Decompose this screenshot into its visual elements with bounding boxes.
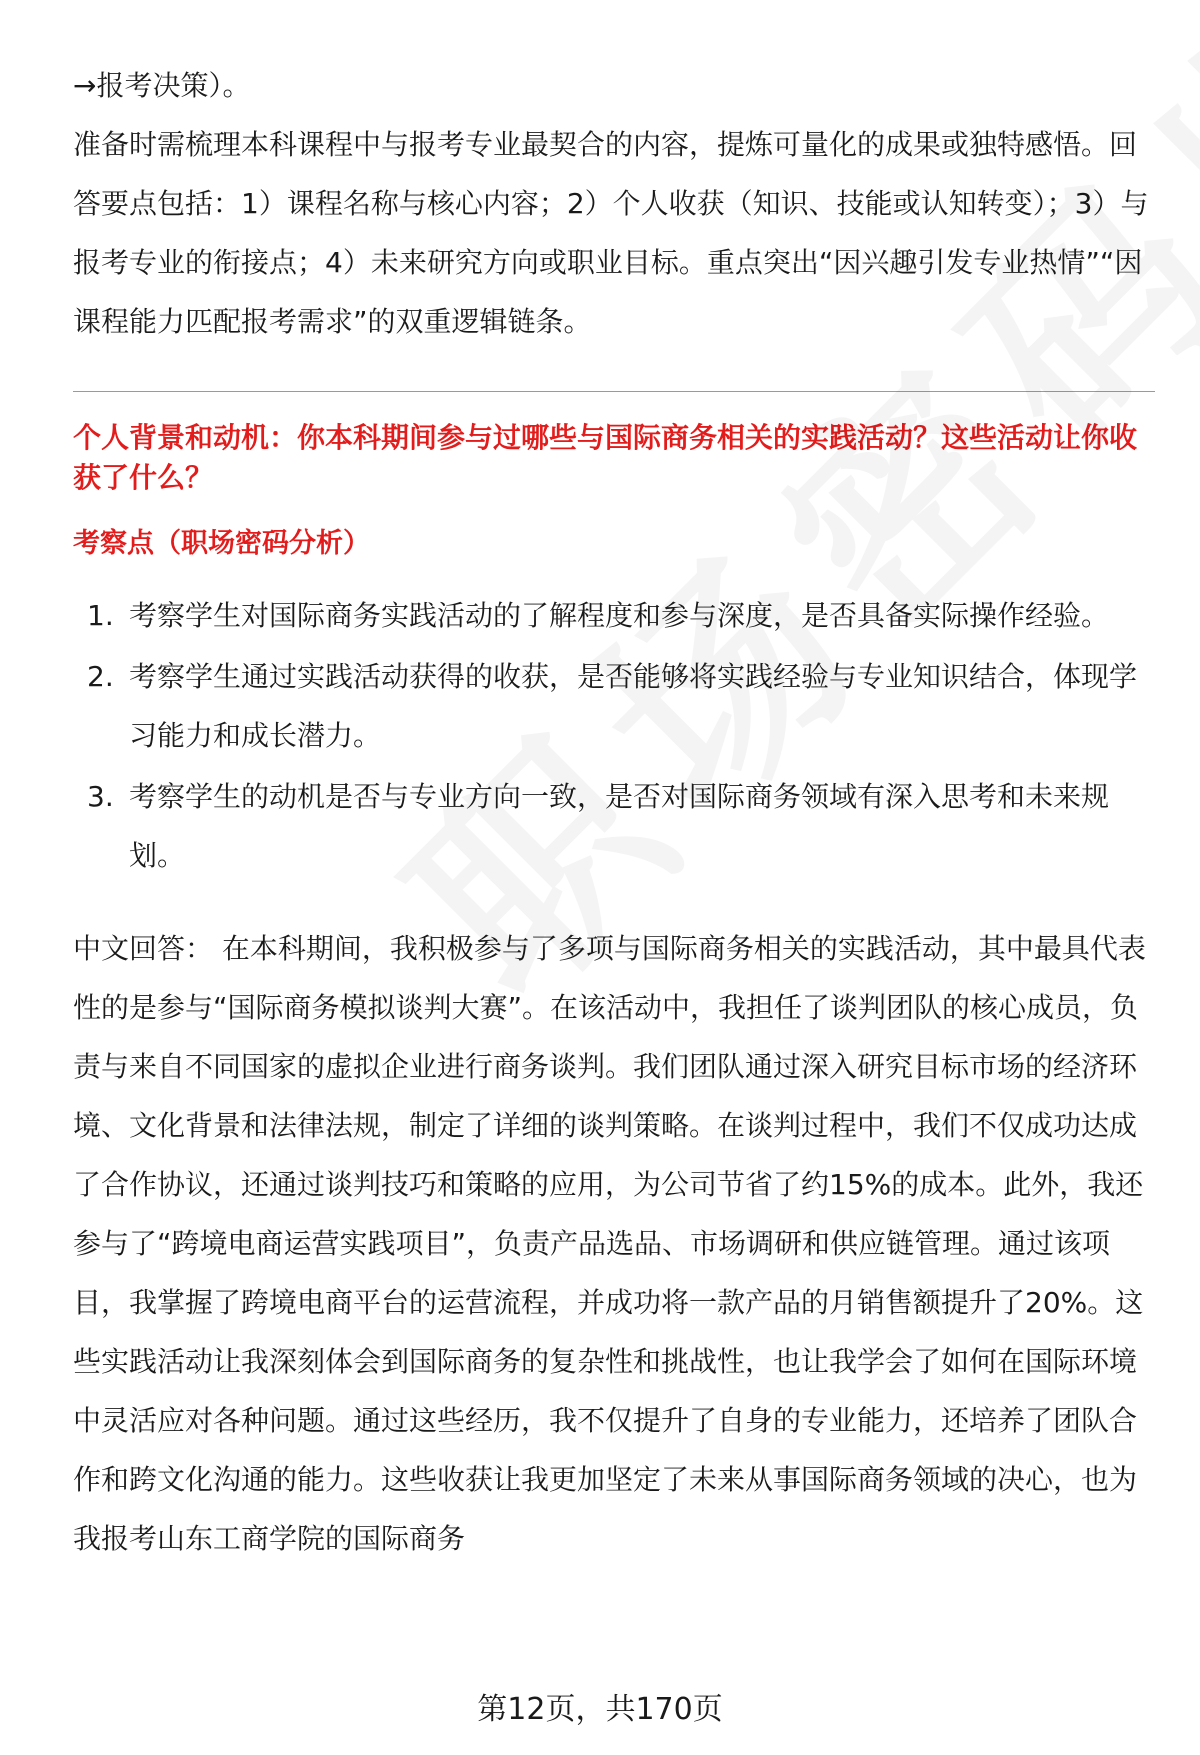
list-number: 2. [87,660,114,693]
page-number-footer: 第12页，共170页 [477,1692,723,1727]
list-item-text: 考察学生通过实践活动获得的收获，是否能够将实践经验与专业知识结合，体现学习能力和成长潜力。 [129,660,1138,752]
focus-points-list [73,586,1155,885]
section-divider [73,391,1155,392]
focus-title: 考察点（职场密码分析） [73,528,370,559]
list-item-text: 考察学生对国际商务实践活动的了解程度和参与深度，是否具备实际操作经验。 [129,599,1110,632]
list-item [73,586,1155,645]
intro-line: →报考决策）。 [73,69,251,102]
question-heading: 个人背景和动机：你本科期间参与过哪些与国际商务相关的实践活动？这些活动让你收获了什么？ [73,421,1138,494]
intro-paragraph: 准备时需梳理本科课程中与报考专业最契合的内容，提炼可量化的成果或独特感悟。回答要点包括：1）课程名称与核心内容；2）个人收获（知识、技能或认知转变）；3）与报考专业的衔接点；4）未来研究方向或职业目标。重点突出“因兴趣引发专业热情”“因课程能力匹配报考需求”的双重逻辑链条。 [73,128,1149,338]
answer-paragraph: 中文回答： 在本科期间，我积极参与了多项与国际商务相关的实践活动，其中最具代表性的是参与“国际商务模拟谈判大赛”。在该活动中，我担任了谈判团队的核心成员，负责与来自不同国家的虚拟企业进行商务谈判。我们团队通过深入研究目标市场的经济环境、文化背景和法律法规，制定了详细的谈判策略。在谈判过程中，我们不仅成功达成了合作协议，还通过谈判技巧和策略的应用，为公司节省了约15%的成本。此外，我还参与了“跨境电商运营实践项目”，负责产品选品、市场调研和供应链管理。通过该项目，我掌握了跨境电商平台的运营流程，并成功将一款产品的月销售额提升了20%。这些实践活动让我深刻体会到国际商务的复杂性和挑战性，也让我学会了如何在国际环境中灵活应对各种问题。通过这些经历，我不仅提升了自身的专业能力，还培养了团队合作和跨文化沟通的能力。这些收获让我更加坚定了未来从事国际商务领域的决心，也为我报考山东工商学院的国际商务 [73,932,1146,1555]
list-number: 3. [87,780,114,813]
list-item [73,647,1155,765]
list-number: 1. [87,599,114,632]
list-item-text: 考察学生的动机是否与专业方向一致，是否对国际商务领域有深入思考和未来规划。 [129,780,1110,872]
list-item [73,767,1155,885]
